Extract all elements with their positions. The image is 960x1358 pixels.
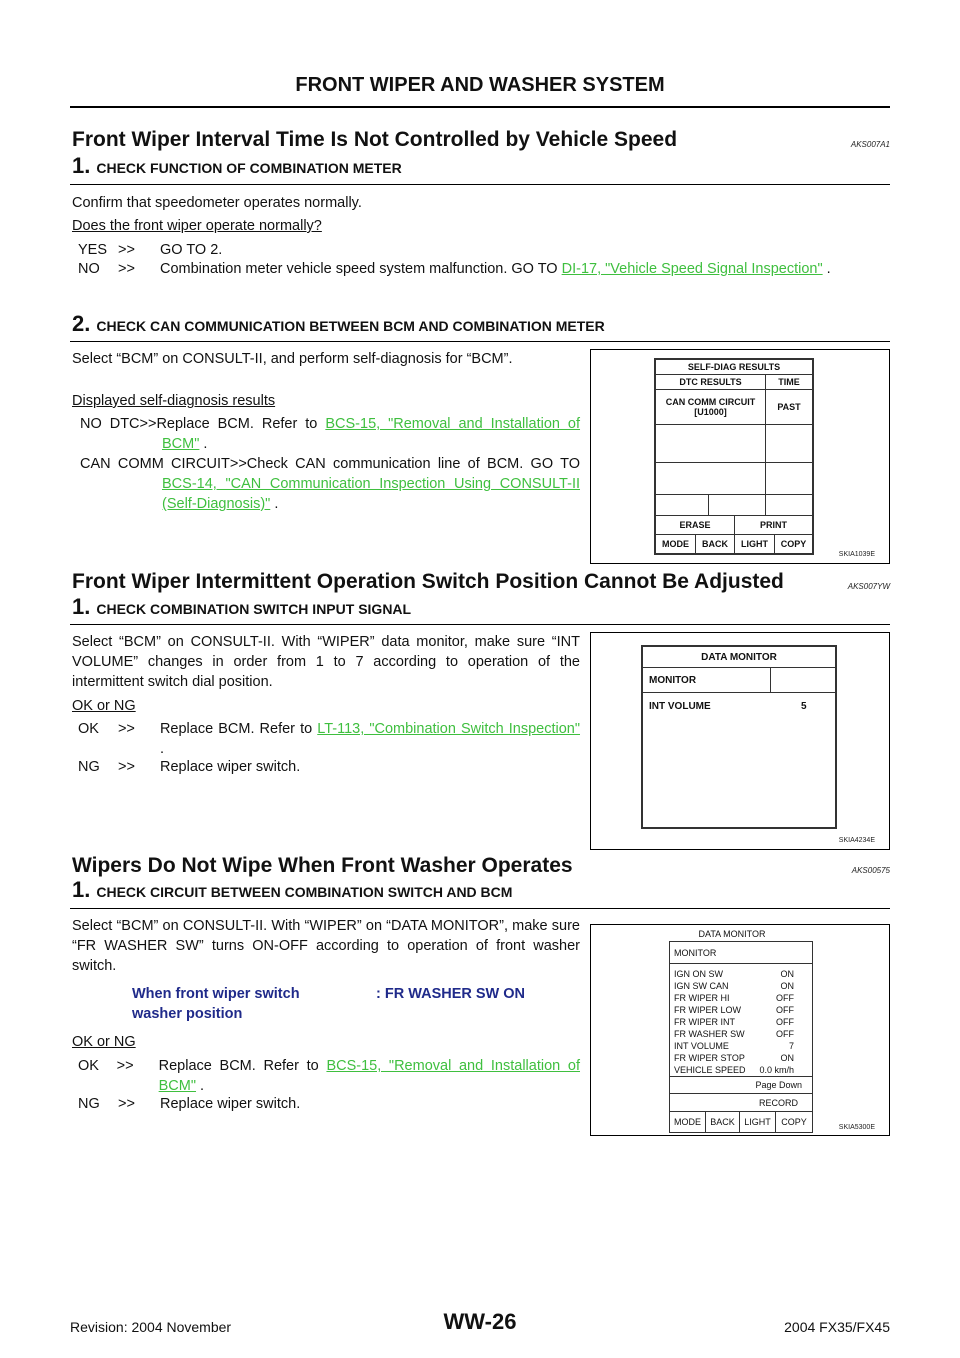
monitor-row-name: IGN ON SW (674, 969, 723, 979)
monitor-row-name: FR WIPER INT (674, 1017, 735, 1027)
section2-step1 (72, 594, 411, 620)
screen-title: DATA MONITOR (698, 929, 766, 939)
monitor-row (674, 980, 810, 992)
monitor-row (674, 968, 810, 980)
monitor-label: MONITOR (670, 942, 812, 964)
condition-label: When front wiper switch washer position (132, 986, 300, 1022)
section3-ref: AKS00575 (851, 866, 890, 875)
figure-self-diag (590, 349, 890, 564)
empty-cell (765, 462, 813, 495)
monitor-row-value: ON (780, 1053, 794, 1063)
result-nodtc: NO DTC>>Replace BCM. Refer to BCS-15, "Removal and Installation of BCM" . (80, 416, 581, 452)
monitor-row-name: FR WIPER HI (674, 993, 730, 1003)
monitor-row (674, 1064, 810, 1076)
monitor-body (642, 692, 836, 828)
monitor-row (674, 1028, 810, 1040)
step-rule (70, 624, 890, 625)
footer-model: 2004 FX35/FX45 (784, 1319, 890, 1335)
answer-ok: OK >> Replace BCM. Refer to BCS-15, "Removal and Installation of BCM" . (78, 1058, 580, 1094)
footer-revision: Revision: 2004 November (70, 1319, 232, 1335)
footer-page-number: WW-26 (443, 1309, 517, 1334)
screen-title: SELF-DIAG RESULTS (655, 359, 813, 375)
back-button[interactable]: BACK (706, 1112, 740, 1132)
section2-title: Front Wiper Intermittent Operation Switch Position Cannot Be Adjusted (72, 570, 784, 593)
mode-button[interactable]: MODE (655, 534, 696, 554)
figure-data-monitor-2 (590, 924, 890, 1136)
section1-ref: AKS007A1 (850, 140, 890, 149)
monitor-row (674, 1040, 810, 1052)
section2-question: OK or NG (72, 698, 136, 714)
section2-ref: AKS007YW (847, 582, 890, 591)
section3-title: Wipers Do Not Wipe When Front Washer Operates (72, 854, 573, 877)
section3-step1 (72, 877, 512, 903)
screen-title: DATA MONITOR (642, 646, 836, 668)
figure-id: SKIA1039E (838, 551, 875, 558)
step-title: CHECK FUNCTION OF COMBINATION METER (96, 160, 402, 176)
section1-step1 (72, 153, 402, 179)
page-down-button[interactable]: Page Down (670, 1076, 812, 1094)
monitor-rows (670, 964, 812, 1077)
light-button[interactable]: LIGHT (734, 534, 775, 554)
monitor-row-value: OFF (776, 1029, 794, 1039)
dtc-time: PAST (765, 389, 813, 425)
empty-cell (765, 494, 813, 516)
step-rule (70, 184, 890, 185)
results-label: Displayed self-diagnosis results (72, 393, 276, 409)
self-diag-screen (654, 358, 814, 555)
monitor-item: INT VOLUME (649, 701, 711, 712)
step-title: CHECK CIRCUIT BETWEEN COMBINATION SWITCH AND BCM (96, 884, 513, 900)
condition-value: : FR WASHER SW ON (376, 986, 526, 1002)
section1-text: Confirm that speedometer operates normally. (72, 195, 362, 211)
empty-cell (655, 462, 766, 495)
dtc-item: CAN COMM CIRCUIT [U1000] (655, 389, 766, 425)
monitor-row-name: INT VOLUME (674, 1041, 729, 1051)
monitor-row-value: ON (780, 981, 794, 991)
monitor-row-name: FR WIPER LOW (674, 1005, 741, 1015)
step-number: 1. (72, 153, 91, 178)
link-bcs15[interactable]: BCS-15, "Removal and Installation of BCM" (162, 416, 581, 452)
section1-step2 (72, 311, 605, 337)
copy-button[interactable]: COPY (781, 1117, 807, 1127)
step-rule (70, 908, 890, 909)
answer-yes: YES >> GO TO 2. (78, 242, 223, 258)
empty-cell (708, 494, 766, 516)
mode-button[interactable]: MODE (670, 1112, 706, 1132)
link-bcs15[interactable]: BCS-15, "Removal and Installation of BCM" (158, 1058, 580, 1094)
section1-question: Does the front wiper operate normally? (72, 218, 322, 234)
monitor-row (674, 1052, 810, 1064)
section3-text: Select “BCM” on CONSULT-II. With “WIPER” on “DATA MONITOR”, make sure “FR WASHER SW” turns ON-OFF according to operation of front washer switch. (72, 918, 580, 974)
monitor-row (674, 1004, 810, 1016)
monitor-row-name: FR WASHER SW (674, 1029, 745, 1039)
monitor-row-name: IGN SW CAN (674, 981, 729, 991)
figure-data-monitor-1 (590, 632, 890, 850)
copy-button[interactable]: COPY (774, 534, 813, 554)
monitor-value: 5 (801, 701, 807, 712)
empty-cell (765, 424, 813, 463)
header-rule (70, 106, 890, 108)
erase-button[interactable]: ERASE (655, 515, 735, 535)
col-dtc-results: DTC RESULTS (655, 374, 766, 390)
page-header: FRONT WIPER AND WASHER SYSTEM (295, 74, 665, 96)
step-rule (70, 341, 890, 342)
link-bcs14[interactable]: BCS-14, "CAN Communication Inspection Using CONSULT-II (Self-Diagnosis)" (162, 476, 580, 512)
monitor-label: MONITOR (642, 667, 771, 693)
section1-text2: Select “BCM” on CONSULT-II, and perform self-diagnosis for “BCM”. (72, 351, 513, 367)
back-button[interactable]: BACK (695, 534, 735, 554)
step-title: CHECK COMBINATION SWITCH INPUT SIGNAL (96, 601, 412, 617)
empty-cell (655, 424, 766, 463)
light-button[interactable]: LIGHT (740, 1112, 776, 1132)
empty-cell (770, 667, 836, 693)
monitor-row-value: 0.0 km/h (759, 1065, 794, 1075)
data-monitor-screen (641, 645, 837, 829)
monitor-row-name: FR WIPER STOP (674, 1053, 745, 1063)
link-di17[interactable]: DI-17, "Vehicle Speed Signal Inspection" (561, 261, 823, 277)
link-lt113[interactable]: LT-113, "Combination Switch Inspection" (317, 721, 580, 737)
section2-text: Select “BCM” on CONSULT-II. With “WIPER” data monitor, make sure “INT VOLUME” changes in order from 1 to 7 according to operation of the intermittent switch dial position. (72, 634, 580, 690)
step-number: 1. (72, 877, 91, 902)
section1-title: Front Wiper Interval Time Is Not Controlled by Vehicle Speed (72, 128, 678, 151)
figure-id: SKIA4234E (838, 837, 875, 844)
col-time: TIME (765, 374, 813, 390)
empty-cell (655, 494, 709, 516)
monitor-row (674, 992, 810, 1004)
print-button[interactable]: PRINT (734, 515, 813, 535)
answer-ng: NG >> Replace wiper switch. (78, 1096, 301, 1112)
data-monitor-screen (669, 941, 813, 1133)
step-number: 1. (72, 594, 91, 619)
section3-question: OK or NG (72, 1034, 136, 1050)
figure-id: SKIA5300E (838, 1124, 875, 1131)
result-can: CAN COMM CIRCUIT>>Check CAN communication line of BCM. GO TO BCS-14, "CAN Communication Inspection Using CONSULT-II (Self-Diagnosis)" . (80, 456, 580, 512)
step-number: 2. (72, 311, 91, 336)
monitor-row-value: OFF (776, 1017, 794, 1027)
answer-no: NO >> Combination meter vehicle speed system malfunction. GO TO DI-17, "Vehicle Speed Signal Inspection" . (78, 261, 831, 277)
answer-ng: NG >> Replace wiper switch. (78, 759, 301, 775)
monitor-row-name: VEHICLE SPEED (674, 1065, 746, 1075)
monitor-row-value: 7 (788, 1041, 794, 1051)
monitor-row-value: OFF (776, 1005, 794, 1015)
monitor-row (674, 1016, 810, 1028)
record-button[interactable]: RECORD (670, 1094, 812, 1112)
step-title: CHECK CAN COMMUNICATION BETWEEN BCM AND COMBINATION METER (96, 318, 605, 334)
answer-ok: OK >> Replace BCM. Refer to LT-113, "Combination Switch Inspection" . (78, 721, 580, 757)
monitor-row-value: OFF (776, 993, 794, 1003)
monitor-row-value: ON (780, 969, 794, 979)
